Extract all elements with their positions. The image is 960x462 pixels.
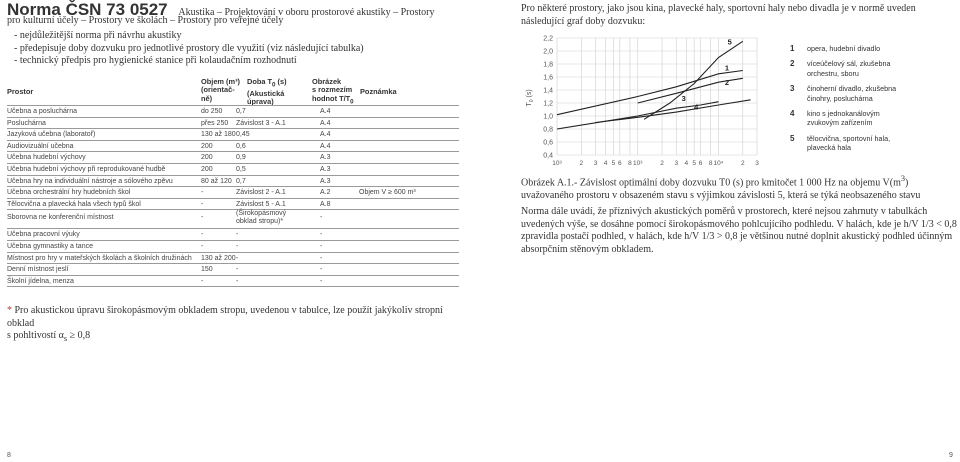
table-row [7, 240, 459, 252]
cell-volume: přes 250 [201, 119, 229, 127]
table-row [7, 140, 459, 152]
x-tick-label: 8 [708, 160, 713, 167]
series-label-3: 3 [681, 94, 686, 104]
cell-t0: 0,5 [236, 165, 246, 173]
bullet-item: - předepisuje doby dozvuku pro jednotlivé prostory dle využití (viz následující tabulka) [14, 42, 364, 54]
table-row [7, 175, 459, 187]
x-tick-label: 4 [684, 160, 689, 167]
cell-figure: - [320, 214, 323, 222]
cell-volume: - [201, 277, 204, 285]
norm-paragraph: Norma dále uvádí, že příznivých akustických poměrů v prostorech, které nejsou zahrnuty v tabulkách uvedených výše, se dosáhne pomocí širokopásmového pohlcujícího podhledu. V halách, kde je h/V 1/3 < 0,8 zpravidla postačí podhled, v halách, kde h/V 1/3 > 0,8 je většinou nutné doplnit akustický podhled účinným absorpčním stěnovým obkladem. [521, 206, 957, 255]
table-row [7, 128, 459, 140]
cell-volume: 200 [201, 154, 213, 162]
cell-volume: 200 [201, 165, 213, 173]
cell-figure: A.8 [320, 200, 331, 208]
legend-item: 2 víceúčelový sál, zkušebna orchestru, sboru [790, 59, 891, 78]
footnote-star: * [7, 305, 12, 316]
cell-volume: do 250 [201, 108, 223, 115]
cell-room: Učebna a posluchárna [7, 108, 78, 115]
bullet-item: - nejdůležitější norma při návrhu akustiky [14, 30, 182, 41]
cell-t0: Závislost 5 - A.1 [236, 200, 286, 208]
table-body [7, 105, 459, 286]
y-tick-label: 2,0 [543, 48, 553, 56]
table-row [7, 209, 459, 225]
x-tick-label: 5 [611, 160, 616, 167]
header-t0: Doba $T_0$ (s) (Akustická úprava) [247, 77, 287, 107]
cell-figure: A.4 [320, 108, 331, 115]
x-tick-label: 5 [692, 160, 696, 167]
cell-t0: (Širokopásmový obklad stropu)* [236, 210, 287, 226]
figure-caption: Obrázek A.1.- Závislost optimální doby dozvuku T0 (s) pro kmitočet 1 000 Hz na objemu $V(m^3)$ uvažovaného prostoru v obsazeném stavu s výjimkou závislosti 5, která se týká neobsazeného stavu [521, 174, 921, 201]
bullet-item: - technický předpis pro hygienické stanice při kolaudačním rozhodnutí [14, 55, 297, 66]
cell-note: Objem V ≥ 600 m³ [359, 189, 416, 197]
cell-figure: - [320, 231, 323, 239]
cell-room: Učebna hudební výchovy [7, 154, 86, 162]
y-tick-label: 1,4 [543, 87, 553, 95]
cell-t0: 0,7 [236, 108, 246, 115]
intro-bullets [14, 30, 364, 68]
table-row [7, 198, 459, 210]
x-tick-label: 8 [628, 160, 632, 167]
reverberation-chart [519, 30, 781, 170]
table-bottom-rule [7, 286, 459, 287]
cell-volume: - [201, 189, 204, 197]
y-tick-label: 1,6 [543, 74, 553, 82]
y-tick-label: 1,2 [543, 100, 553, 108]
cell-t0: 0,6 [236, 142, 246, 150]
cell-room: Posluchárna [7, 119, 46, 127]
footnote: * Pro akustickou úpravu širokopásmovým obkladem stropu, uvedenou v tabulce, lze použít jakýkoliv stropní obklad s pohltivostí $\alpha_s \ge 0,8$ [7, 305, 443, 343]
x-tick-label: 10⁴ [713, 160, 724, 167]
x-tick-label: 10³ [552, 160, 562, 167]
table-header [7, 78, 459, 105]
cell-t0: 0,9 [236, 154, 246, 162]
cell-volume: 80 až 120 [201, 177, 232, 185]
x-tick-label: 4 [603, 160, 608, 167]
cell-room: Školní jídelna, menza [7, 277, 74, 285]
x-tick-label: 2 [740, 160, 745, 167]
legend-item: 5 tělocvična, sportovní hala, plavecká hala [790, 133, 891, 153]
cell-t0: 0,7 [236, 177, 246, 185]
y-tick-label: 1,0 [543, 113, 553, 121]
legend-item: 4 kino s jednokanálovým zvukovým zařízením [790, 109, 880, 128]
cell-figure: A.3 [320, 177, 331, 185]
cell-volume: - [201, 200, 204, 208]
cell-room: Tělocvična a plavecká hala všech typů škol [7, 200, 141, 208]
chart-svg [519, 30, 781, 170]
cell-t0: 0,45 [236, 131, 250, 139]
series-label-1: 1 [724, 63, 730, 73]
cell-t0: - [236, 242, 239, 250]
page-number-right: 9 [949, 452, 953, 459]
legend-item: 3 činoherní divadlo, zkušebna činohry, posluchárna [790, 84, 897, 103]
cell-figure: A.3 [320, 154, 331, 162]
y-tick-label: 0,4 [543, 152, 553, 160]
page-number-left: 8 [7, 452, 11, 459]
cell-t0: - [236, 231, 239, 239]
cell-figure: A.3 [320, 165, 331, 173]
table-row [7, 105, 459, 117]
cell-t0: Závislost 2 - A.1 [236, 189, 286, 197]
footnote-text: Pro akustickou úpravu širokopásmovým obkladem stropu, uvedenou v tabulce, lze použít jakýkoliv stropní obklad [7, 305, 443, 329]
cell-room: Učebna hry na individuální nástroje a sólového zpěvu [7, 177, 173, 185]
x-tick-label: 6 [618, 160, 622, 167]
table-row [7, 163, 459, 175]
x-tick-label: 3 [593, 160, 598, 167]
cell-volume: 150 [201, 266, 213, 274]
cell-figure: - [320, 242, 323, 250]
y-tick-label: 1,8 [543, 61, 553, 69]
header-figure: Obrázek s rozmezím hodnot $T/T_0$ [312, 77, 354, 106]
title-subtitle: Akustika – Projektování v oboru prostorové akustiky – Prostory [178, 7, 435, 18]
cell-volume: 130 až 180 [201, 131, 236, 139]
x-tick-label: 3 [674, 160, 679, 167]
y-tick-label: 0,6 [543, 139, 553, 147]
footnote-text-2: s pohltivostí α [7, 330, 64, 341]
cell-volume: 130 až 200 [201, 254, 236, 262]
cell-t0: - [236, 254, 239, 262]
cell-figure: - [320, 277, 323, 285]
cell-t0: - [236, 266, 239, 274]
chart-intro-text: Pro některé prostory, jako jsou kina, plavecké haly, sportovní haly nebo divadla je v normě uveden následující graf doby dozvuku: [521, 3, 916, 27]
title-text: Norma ČSN 73 0527 [7, 0, 168, 19]
table-row [7, 275, 459, 287]
table-row [7, 263, 459, 275]
table-row [7, 228, 459, 240]
cell-volume: - [201, 242, 204, 250]
cell-room: Audiovizuální učebna [7, 142, 74, 150]
y-tick-label: 0,8 [543, 126, 553, 134]
chart-legend [790, 44, 958, 159]
series-label-5: 5 [727, 37, 732, 47]
cell-volume: - [201, 214, 204, 222]
x-tick-label: 3 [755, 160, 759, 167]
cell-figure: - [320, 266, 323, 274]
cell-figure: A.4 [320, 142, 331, 150]
cell-room: Denní místnost jeslí [7, 266, 69, 274]
x-tick-label: 2 [579, 160, 584, 167]
cell-room: Sborovna ne konferenční místnost [7, 214, 114, 222]
cell-t0: - [236, 277, 239, 285]
cell-t0: Závislost 3 - A.1 [236, 119, 286, 127]
series-label-2: 2 [724, 77, 730, 87]
cell-room: Učebna hudební výchovy při reprodukované hudbě [7, 165, 166, 173]
cell-figure: A.4 [320, 131, 331, 139]
y-axis-label: $T_0$ (s) [526, 89, 535, 107]
cell-room: Učebna pracovní výuky [7, 231, 80, 239]
cell-volume: 200 [201, 142, 213, 150]
x-tick-label: 2 [660, 160, 664, 167]
x-tick-label: 6 [698, 160, 703, 167]
cell-room: Učebna orchestrální hry hudebních škol [7, 189, 131, 197]
cell-room: Místnost pro hry v mateřských školách a školních družinách [7, 254, 192, 262]
title-subtitle-line2: pro kulturní účely – Prostory ve školách – Prostory pro veřejné účely [7, 15, 284, 26]
header-note: Poznámka [360, 87, 397, 96]
header-volume: Objem (m³) (orientač- ně) [201, 77, 241, 103]
cell-volume: - [201, 231, 204, 239]
cell-figure: A.2 [320, 189, 331, 197]
cell-figure: A.4 [320, 119, 331, 127]
table-row [7, 252, 459, 264]
table-row [7, 117, 459, 129]
cell-room: Jazyková učebna (laboratoř) [7, 131, 96, 139]
cell-room: Učebna gymnastiky a tance [7, 242, 93, 250]
series-label-4: 4 [694, 102, 699, 112]
legend-item: 1 opera, hudební divadlo [790, 44, 881, 53]
reverberation-table [7, 78, 459, 287]
y-tick-label: 2,2 [543, 35, 553, 43]
table-row [7, 151, 459, 163]
header-room: Prostor [7, 87, 34, 96]
table-row [7, 186, 459, 198]
x-tick-label: 10³ [633, 160, 643, 167]
cell-figure: - [320, 254, 323, 262]
